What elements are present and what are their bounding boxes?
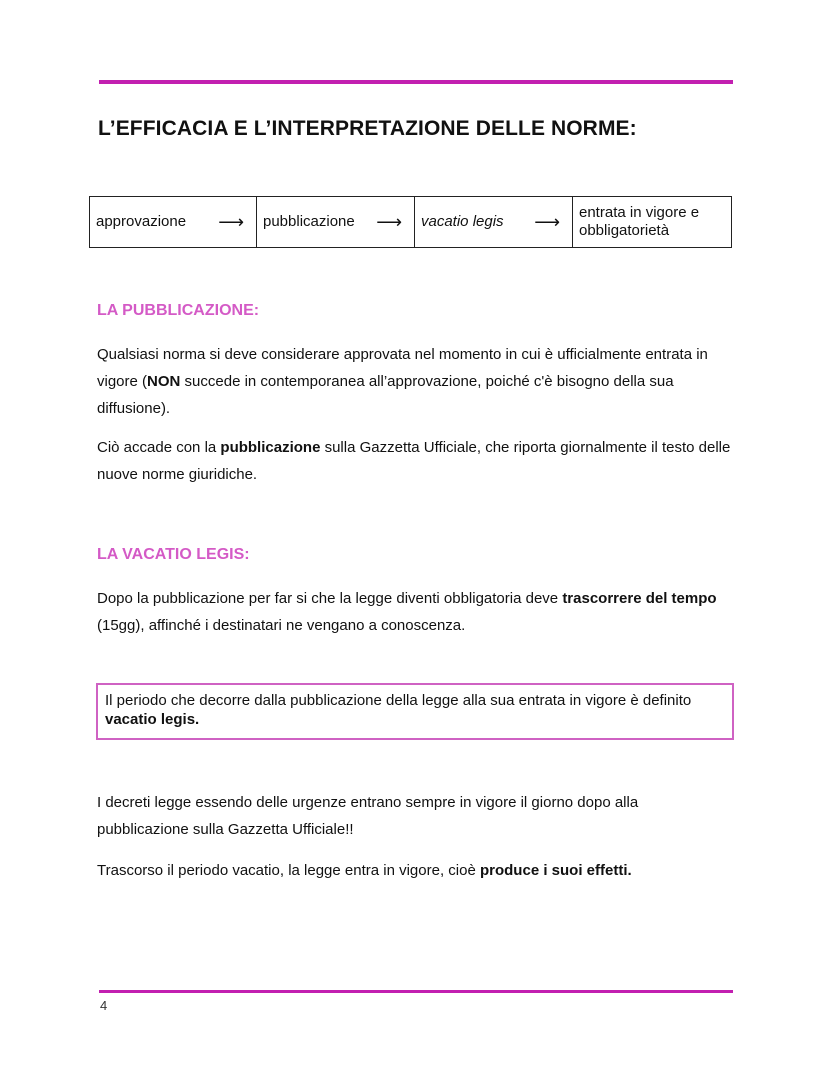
top-divider: [99, 80, 733, 84]
flow-step-label: entrata in vigore e obbligatorietà: [579, 204, 700, 239]
page-number: 4: [100, 998, 108, 1013]
text-run-bold: NON: [147, 373, 181, 390]
text-run: (15gg), affinché i destinatari ne vengano a conoscenza.: [97, 617, 466, 634]
text-run-bold: vacatio legis.: [105, 711, 200, 728]
text-run-bold: produce i suoi effetti.: [479, 862, 632, 879]
text-run: Il periodo che decorre dalla pubblicazione della legge alla sua entrata in vigore è definito: [105, 692, 692, 709]
text-run: Ciò accade con la: [97, 439, 221, 456]
paragraph-pubblicazione-1: [97, 341, 737, 422]
flow-step-pubblicazione: [257, 197, 415, 248]
arrow-right-icon: ⟶: [376, 212, 402, 232]
paragraph-effetti: [97, 857, 737, 884]
flow-step-label: pubblicazione: [263, 213, 355, 230]
paragraph-vacatio-1: [97, 585, 737, 639]
text-run: Trascorso il periodo vacatio, la legge entra in vigore, cioè: [97, 862, 480, 879]
process-flow-table: [89, 196, 732, 248]
text-run: sulla Gazzetta Ufficiale, che riporta giornalmente il testo delle nuove norme giuridiche.: [97, 439, 731, 483]
arrow-right-icon: ⟶: [218, 212, 244, 232]
text-run: Qualsiasi norma si deve considerare approvata nel momento in cui è ufficialmente entrata in vigore (: [97, 346, 708, 390]
text-run-bold: trascorrere del tempo: [562, 590, 717, 607]
text-run: succede in contemporanea all’approvazione, poiché c'è bisogno della sua diffusione).: [97, 373, 674, 417]
flow-step-label: vacatio legis: [421, 213, 504, 230]
flow-step-label: approvazione: [96, 213, 187, 230]
section-heading-vacatio-legis: LA VACATIO LEGIS:: [97, 546, 250, 563]
page-title: L’EFFICACIA E L’INTERPRETAZIONE DELLE NORME:: [98, 117, 637, 140]
definition-box: [96, 683, 734, 740]
flow-step-vacatio-legis: [415, 197, 573, 248]
flow-step-approvazione: [90, 197, 257, 248]
bottom-divider: [99, 990, 733, 993]
paragraph-decreti-legge: I decreti legge essendo delle urgenze entrano sempre in vigore il giorno dopo alla pubblicazione sulla Gazzetta Ufficiale!!: [97, 794, 639, 838]
section-heading-pubblicazione: LA PUBBLICAZIONE:: [97, 302, 260, 319]
flow-step-entrata-in-vigore: [573, 197, 732, 248]
paragraph-pubblicazione-2: [97, 434, 737, 488]
text-run: Dopo la pubblicazione per far si che la legge diventi obbligatoria deve: [97, 590, 563, 607]
text-run-bold: pubblicazione: [220, 439, 321, 456]
arrow-right-icon: ⟶: [534, 212, 560, 232]
